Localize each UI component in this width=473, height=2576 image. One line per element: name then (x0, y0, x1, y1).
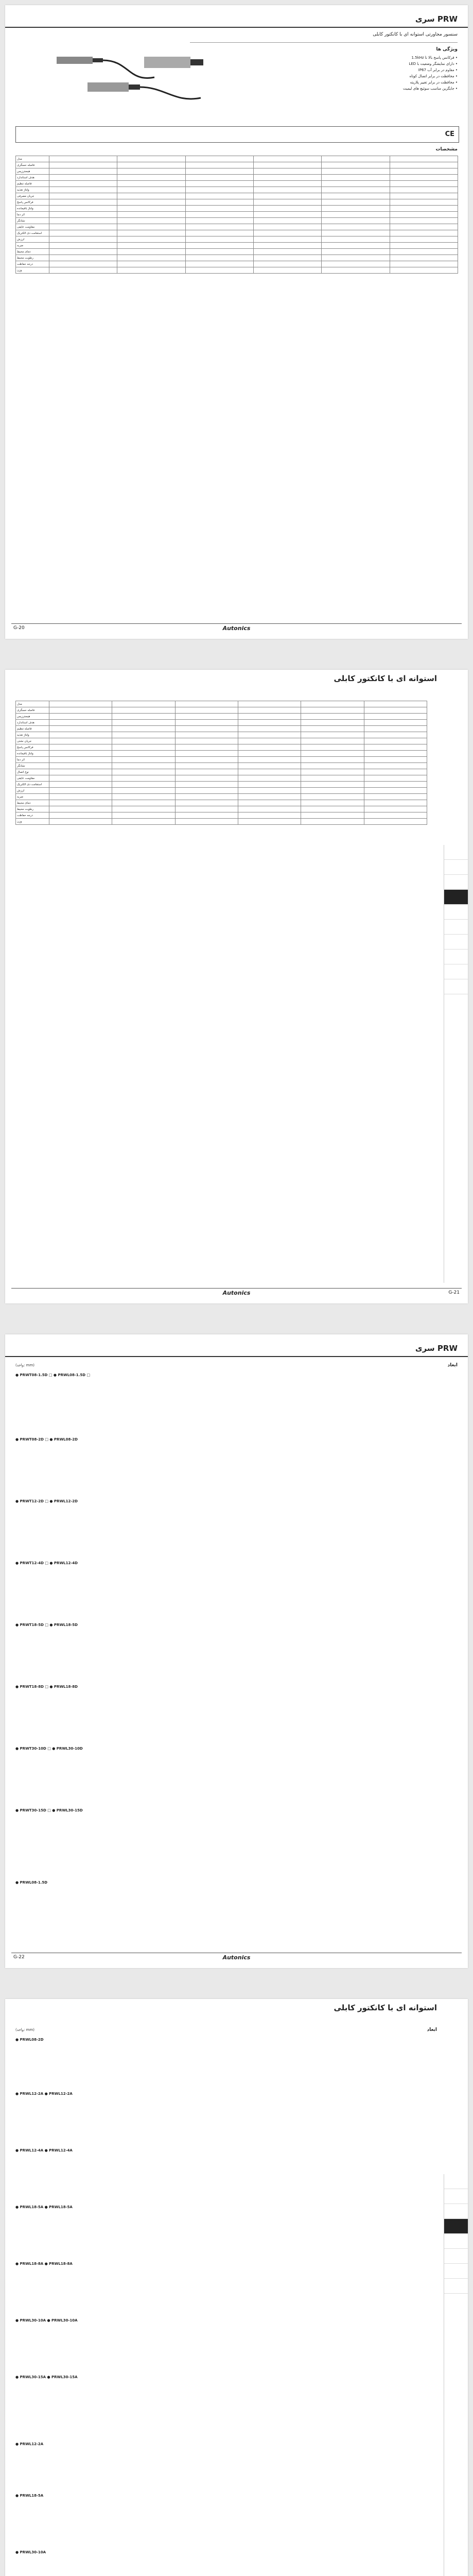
dimension-row: ● PRWL18-8A ● PRWL18-8A (15, 2262, 73, 2266)
sidebar-tab (444, 2189, 468, 2204)
page-1 (5, 5, 468, 639)
spec-row-label: دمای محیط (16, 249, 49, 255)
sidebar-tab (444, 920, 468, 935)
ce-mark: CE (445, 130, 454, 138)
category-sidebar (444, 2174, 468, 2576)
spec-row-label: جریان مصرفی (16, 193, 49, 199)
spec-row-label: وزن (16, 267, 49, 274)
category-sidebar (444, 845, 468, 1283)
dimension-row: ● PRWT30-10D □ ● PRWL30-10D (15, 1747, 83, 1751)
sidebar-tab (444, 2204, 468, 2219)
brand-logo: Autonics (222, 625, 251, 632)
spec-row-label: رطوبت محیط (16, 255, 49, 261)
spec-row-label: درجه حفاظت (16, 812, 49, 819)
dimension-row: ● PRWL18-5A (15, 2494, 44, 2498)
spec-row-label: مقاومت عایقی (16, 775, 49, 782)
sidebar-tab (444, 950, 468, 964)
page-subtitle: سنسور مجاورتی استوانه ای با کانکتور کابلی (190, 32, 458, 43)
sidebar-tab-active (444, 2219, 468, 2234)
page-number: G-21 (448, 1290, 460, 1295)
page-3 (5, 1334, 468, 1968)
spec-row-label: ضربه (16, 794, 49, 800)
spec-row-label: وزن (16, 819, 49, 825)
sidebar-tab (444, 905, 468, 920)
dimension-row: ● PRWT08-2D □ ● PRWL08-2D (15, 1437, 78, 1442)
page-number: G-20 (13, 625, 25, 631)
sidebar-tab (444, 2279, 468, 2294)
sidebar-tab (444, 2264, 468, 2279)
spec-row-label: استقامت دی الکتریک (16, 230, 49, 236)
dimension-row: ● PRWL30-10A (15, 2550, 46, 2554)
page-title: استوانه ای با کانکتور کابلی (334, 674, 437, 683)
spec-row-label: اثر دما (16, 757, 49, 763)
spec-row-label: مقاومت عایقی (16, 224, 49, 230)
page-header (5, 11, 468, 28)
spec-row-label: اثر دما (16, 212, 49, 218)
spec-row-label: نوع اتصال (16, 769, 49, 775)
dimension-row: ● PRWL12-2A (15, 2442, 44, 2446)
dimension-row: ● PRWL08-2D (15, 2038, 44, 2042)
spec-row-label: هیسترزیس (16, 168, 49, 175)
feature-item: • محافظت در برابر تغییر پلاریته (410, 80, 458, 84)
features-list (313, 46, 458, 92)
features-heading: ویژگی ها (436, 47, 458, 52)
spec-row-label: فاصله تنظیم (16, 181, 49, 187)
sidebar-tab (444, 979, 468, 994)
page-footer (5, 623, 468, 635)
dimension-row: ● PRWL08-1.5D (15, 1880, 48, 1885)
dimension-row: ● PRWL30-15A ● PRWL30-15A (15, 2375, 78, 2379)
spec-row-label: جریان نشتی (16, 738, 49, 744)
dimension-row: ● PRWT18-8D □ ● PRWL18-8D (15, 1685, 78, 1689)
spec-row-label: رطوبت محیط (16, 806, 49, 812)
spec-table-ac (15, 701, 427, 825)
unit-label: (واحد: mm) (15, 1363, 35, 1367)
sidebar-tab (444, 875, 468, 890)
feature-item: • مقاوم در برابر آب IP67 (418, 68, 458, 72)
spec-row-label: لرزش (16, 788, 49, 794)
spec-row-label: نشانگر (16, 763, 49, 769)
dimension-row: ● PRWL12-2A ● PRWL12-2A (15, 2092, 73, 2096)
page-2 (5, 670, 468, 1303)
spec-row-label: هدف استاندارد (16, 720, 49, 726)
feature-item: • دارای نمایشگر وضعیت با LED (409, 62, 458, 66)
spec-row-label: مدل (16, 701, 49, 707)
sensor-product-image (26, 46, 232, 118)
brand-logo: Autonics (222, 1290, 251, 1296)
feature-item: • فرکانس پاسخ بالا تا 1.5kHz (411, 56, 458, 60)
spec-row-label: لرزش (16, 236, 49, 243)
spec-row-label: درجه حفاظت (16, 261, 49, 267)
spec-row-label: هیسترزیس (16, 714, 49, 720)
spec-row-label: فاصله تنظیم (16, 726, 49, 732)
page-footer (5, 1288, 468, 1299)
feature-item: • جایگزین مناسب سوئیچ های لیمیت (402, 87, 458, 91)
sidebar-tab (444, 860, 468, 875)
page-header (5, 1341, 468, 1357)
spec-row-label: استقامت دی الکتریک (16, 782, 49, 788)
dimension-row: ● PRWT12-2D □ ● PRWL12-2D (15, 1499, 78, 1503)
spec-row-label: ولتاژ باقیمانده (16, 206, 49, 212)
sidebar-tab (444, 2234, 468, 2249)
sidebar-tab (444, 2249, 468, 2264)
page-title: استوانه ای با کانکتور کابلی (334, 2003, 437, 2012)
spec-row-label: ولتاژ تغذیه (16, 187, 49, 193)
dimension-heading: ابعاد (427, 2027, 437, 2032)
sidebar-tab (444, 964, 468, 979)
dimension-heading: ابعاد (447, 1363, 458, 1368)
sidebar-tab-active (444, 890, 468, 905)
sidebar-tab (444, 935, 468, 950)
sidebar-tab (444, 2174, 468, 2189)
dimension-row: ● PRWT30-15D □ ● PRWL30-15D (15, 1808, 83, 1812)
brand-logo: Autonics (222, 1954, 251, 1961)
page-footer (5, 1953, 468, 1964)
spec-row-label: فرکانس پاسخ (16, 744, 49, 751)
dimension-row: ● PRWL18-5A ● PRWL18-5A (15, 2205, 73, 2209)
spec-row-label: ولتاژ تغذیه (16, 732, 49, 738)
dimension-row: ● PRWT18-5D □ ● PRWL18-5D (15, 1623, 78, 1627)
dimension-row: ● PRWL30-10A ● PRWL30-10A (15, 2318, 78, 2323)
spec-row-label: دمای محیط (16, 800, 49, 806)
dimension-row: ● PRWT12-4D □ ● PRWL12-4D (15, 1561, 78, 1565)
spec-table (15, 156, 458, 274)
dimension-row: ● PRWT08-1.5D □ ● PRWL08-1.5D □ (15, 1373, 91, 1377)
spec-row-label: هدف استاندارد (16, 175, 49, 181)
spec-heading: مشخصات (435, 147, 458, 152)
sidebar-tab (444, 845, 468, 860)
spec-row-label: فاصله حسگری (16, 162, 49, 168)
feature-item: • محافظت در برابر اتصال کوتاه (409, 74, 458, 78)
unit-label: (واحد: mm) (15, 2028, 35, 2032)
page-4 (5, 1999, 468, 2576)
spec-row-label: نشانگر (16, 218, 49, 224)
warning-box (15, 126, 459, 143)
spec-row-label: فرکانس پاسخ (16, 199, 49, 206)
spec-row-label: ولتاژ باقیمانده (16, 751, 49, 757)
page-number: G-22 (13, 1955, 25, 1960)
spec-row-label: مدل (16, 156, 49, 162)
series-title: سری PRW (415, 1344, 458, 1353)
spec-row-label: ضربه (16, 243, 49, 249)
spec-row-label: فاصله حسگری (16, 707, 49, 714)
series-title: سری PRW (415, 14, 458, 24)
dimension-row: ● PRWL12-4A ● PRWL12-4A (15, 2148, 73, 2153)
